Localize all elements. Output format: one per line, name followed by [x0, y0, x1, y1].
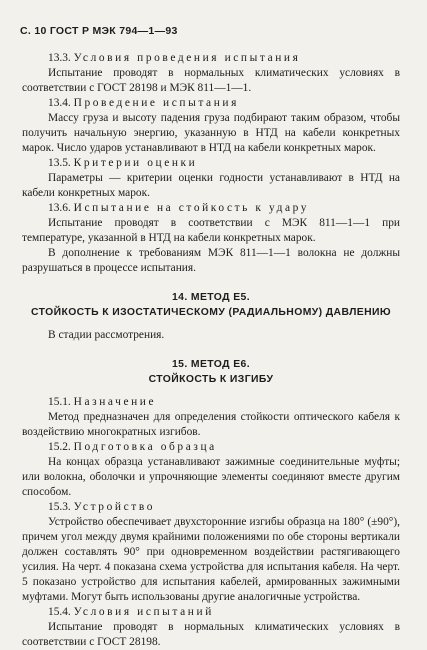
section-title: Назначение — [73, 396, 157, 408]
section-title: Проведение испытания — [73, 97, 239, 109]
section-title: Подготовка образца — [73, 441, 217, 453]
section-heading-13-6 — [22, 201, 400, 216]
section-number: 15.3. — [48, 501, 71, 513]
section-number: 15.4. — [48, 606, 71, 618]
section-number: 15.1. — [48, 396, 71, 408]
method-14-subtitle: СТОЙКОСТЬ К ИЗОСТАТИЧЕСКОМУ (РАДИАЛЬНОМУ) ДАВЛЕНИЮ — [30, 307, 392, 318]
section-title: Испытание на стойкость к удару — [73, 202, 310, 214]
section-text-13-4: Массу груза и высоту падения груза подбирают таким образом, чтобы получить начальную энергию, указанную в НТД на кабели конкретных марок. Число ударов устанавливают в НТД на кабели конкретных марок. — [22, 112, 400, 154]
section-text-15-1: Метод предназначен для определения стойкости оптического кабеля к воздействию многократных изгибов. — [22, 411, 400, 438]
method-14-title: 14. МЕТОД Е5. — [171, 292, 251, 303]
section-number: 13.3. — [48, 52, 71, 64]
section-heading-13-5 — [22, 156, 400, 171]
section-text-15-4: Испытание проводят в нормальных климатических условиях в соответствии с ГОСТ 28198. — [22, 621, 400, 648]
section-heading-15-2 — [22, 440, 400, 455]
page-header: С. 10 ГОСТ Р МЭК 794—1—93 — [20, 25, 178, 37]
section-title: Устройство — [73, 501, 156, 513]
section-text-13-3: Испытание проводят в нормальных климатических условиях в соответствии с ГОСТ 28198 и МЭК 811—1—1. — [22, 67, 400, 94]
section-title: Условия проведения испытания — [73, 52, 301, 64]
section-heading-15-3 — [22, 500, 400, 515]
section-text-13-5: Параметры — критерии оценки годности устанавливают в НТД на кабели конкретных марок. — [22, 172, 400, 199]
section-number: 15.2. — [48, 441, 71, 453]
section-number: 13.4. — [48, 97, 71, 109]
method-14-text: В стадии рассмотрения. — [48, 329, 165, 341]
section-text-15-2: На концах образца устанавливают зажимные соединительные муфты; или волокна, оболочки и упрочняющие элементы соединяют вместе другим способом. — [22, 456, 400, 498]
section-heading-13-4 — [22, 96, 400, 111]
page-body — [22, 51, 400, 650]
section-heading-13-3 — [22, 51, 400, 66]
section-number: 13.5. — [48, 157, 71, 169]
method-15-subtitle: СТОЙКОСТЬ К ИЗГИБУ — [148, 374, 274, 385]
section-text-15-3: Устройство обеспечивает двухсторонние изгибы образца на 180° (±90°), причем угол между двумя крайними положениями по обе стороны вертикали должен составлять 90° при одновременном воздействии растягивающего усилия. На черт. 4 показана схема устройства для испытания кабеля. На черт. 5 показано устройство для испытания кабелей, армированных зажимными муфтами. Могут быть использованы другие аналогичные устройства. — [22, 516, 400, 603]
method-15-title: 15. МЕТОД Е6. — [171, 359, 251, 370]
section-heading-15-4 — [22, 605, 400, 620]
section-title: Критерии оценки — [73, 157, 198, 169]
section-heading-15-1 — [22, 395, 400, 410]
section-number: 13.6. — [48, 202, 71, 214]
section-text-13-6-a: Испытание проводят в соответствии с МЭК 811—1—1 при температуре, указанной в НТД на кабели конкретных марок. — [22, 217, 400, 244]
section-text-13-6-b: В дополнение к требованиям МЭК 811—1—1 волокна не должны разрушаться в процессе испытания. — [22, 247, 400, 274]
section-title: Условия испытаний — [73, 606, 214, 618]
